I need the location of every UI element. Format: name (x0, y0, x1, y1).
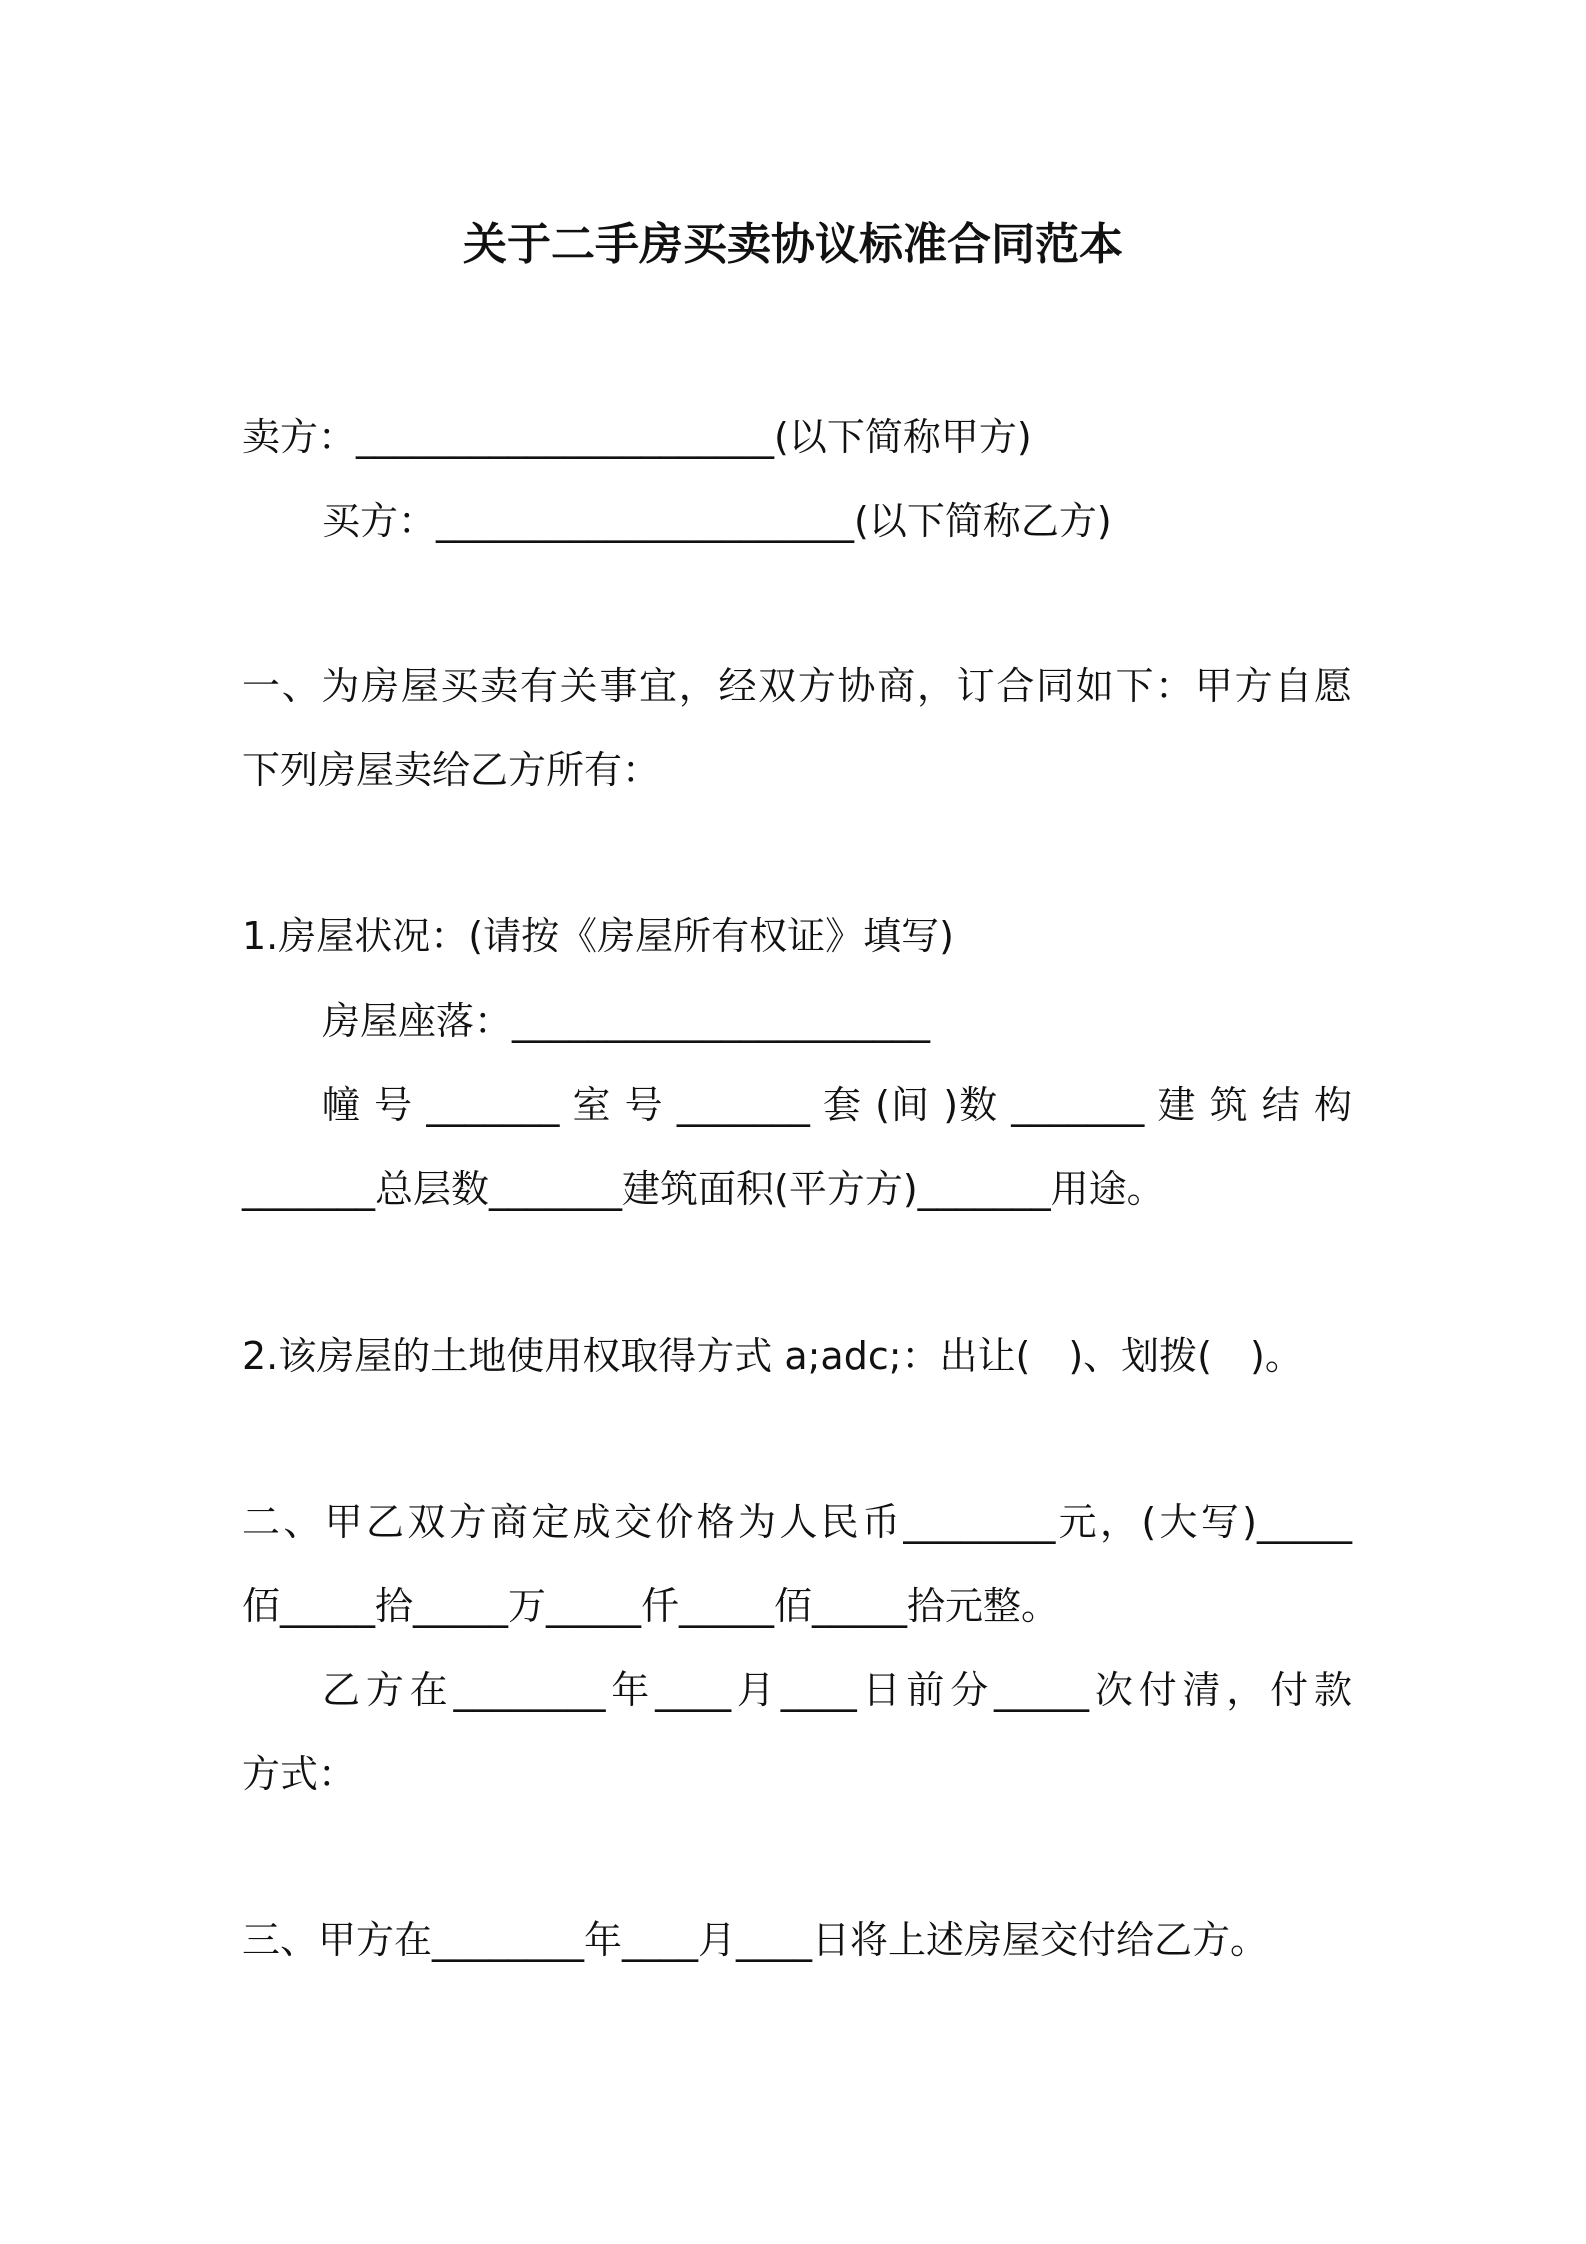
property-location-line: 房屋座落：______________________ (322, 999, 931, 1043)
property-details-line-2: _______总层数_______建筑面积(平方方)_______用途。 (242, 1167, 1165, 1211)
clause-2-line-2: 佰_____拾_____万_____仟_____佰_____拾元整。 (242, 1584, 1060, 1628)
land-use-line: 2.该房屋的土地使用权取得方式 a;adc;：出让( )、划拨( )。 (242, 1334, 1303, 1378)
seller-line: 卖方：______________________(以下简称甲方) (242, 415, 1032, 459)
property-status-heading: 1.房屋状况：(请按《房屋所有权证》填写) (242, 914, 954, 958)
clause-2-line-1: 二、甲乙双方商定成交价格为人民币________元，(大写)_____ (242, 1500, 1352, 1544)
buyer-line: 买方：______________________(以下简称乙方) (322, 499, 1112, 543)
clause-1-line-2: 下列房屋卖给乙方所有： (242, 748, 661, 792)
property-details-line-1: 幢 号 _______ 室 号 _______ 套 (间 )数 _______ 建 筑 结 构 (322, 1083, 1352, 1127)
clause-1-line-1: 一、为房屋买卖有关事宜，经双方协商，订合同如下：甲方自愿 (242, 664, 1352, 708)
clause-3-line: 三、甲方在________年____月____日将上述房屋交付给乙方。 (242, 1918, 1269, 1962)
payment-line-1: 乙方在________年____月____日前分_____次付清，付款 (322, 1668, 1352, 1712)
payment-line-2: 方式： (242, 1752, 357, 1796)
document-title: 关于二手房买卖协议标准合同范本 (463, 219, 1123, 270)
